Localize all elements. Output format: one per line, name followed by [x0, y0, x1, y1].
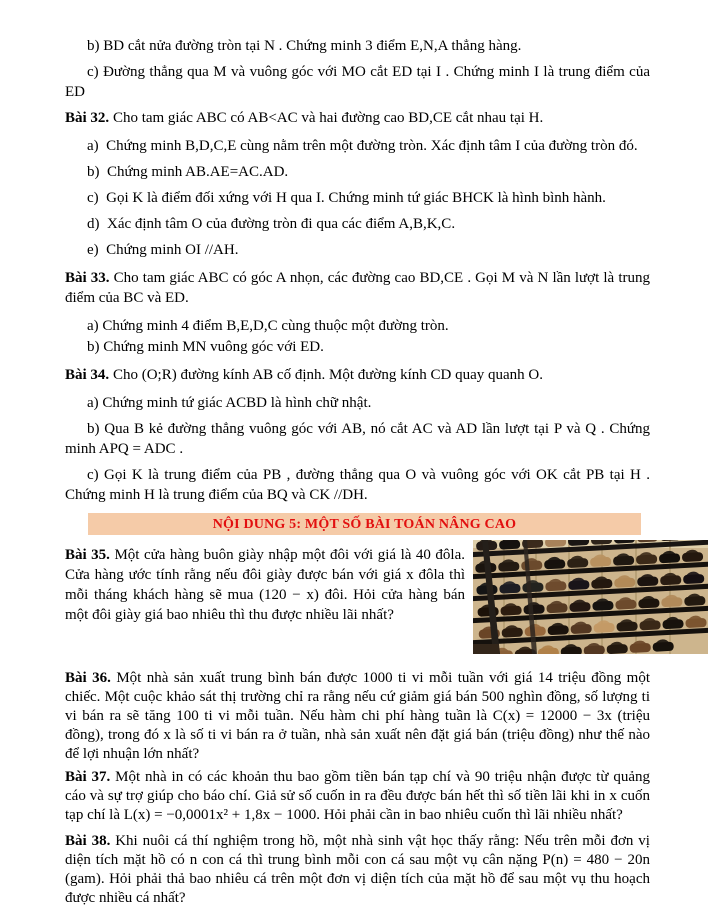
problem-34-label: Bài 34.: [65, 367, 110, 383]
problem-33-text: Cho tam giác ABC có góc A nhọn, các đường cao BD,CE . Gọi M và N lần lượt là trung điểm của BC và ED.: [65, 270, 650, 306]
problem-34-item-c: c) Gọi K là trung điểm của PB , đường thẳng qua O và vuông góc với OK cắt PB tại H . Chứng minh H là trung điểm của BQ và CK //DH.: [65, 467, 650, 503]
problem-32-text: Cho tam giác ABC có AB<AC và hai đường cao BD,CE cắt nhau tại H.: [109, 110, 544, 126]
problem-37-label: Bài 37.: [65, 769, 111, 785]
problem-36-text: Một nhà sản xuất trung bình bán được 1000 ti vi mỗi tuần với giá 14 triệu đồng một chiếc. Một cuộc khảo sát thị trường chỉ ra rằng nếu cứ giảm giá bán 500 nghìn đồng, số lượng ti vi bán ra sẽ tăng 100 ti vi mỗi tuần. Nếu hàm chi phí hàng tuần là C(x) = 12000 − 3x (triệu đồng), trong đó x là số ti vi bán ra ở tuần, nhà sản xuất nên đặt giá bán (triệu đồng) như thế nào để lợi nhuận lớn nhất?: [65, 670, 650, 762]
problem-34-item-a: a) Chứng minh tứ giác ACBD là hình chữ nhật.: [87, 395, 372, 411]
problem-38-text: Khi nuôi cá thí nghiệm trong hồ, một nhà sinh vật học thấy rằng: Nếu trên mỗi đơn vị diện tích mặt hồ có n con cá thì trung bình mỗi con cá sau một vụ cân nặng P(n) = 480 − 20n (gam). Hỏi phải thả bao nhiêu cá trên một đơn vị diện tích của mặt hồ để sau một vụ thu hoạch được nhiều cá nhất?: [65, 833, 650, 906]
problem-32-label: Bài 32.: [65, 110, 110, 126]
problem-32-item-e: e) Chứng minh OI //AH.: [87, 242, 239, 258]
problem-35-label: Bài 35.: [65, 547, 110, 563]
section-heading: NỘI DUNG 5: MỘT SỐ BÀI TOÁN NÂNG CAO: [88, 513, 641, 535]
intro-item-b: b) BD cắt nửa đường tròn tại N . Chứng minh 3 điểm E,N,A thẳng hàng.: [87, 38, 522, 54]
problem-32-item-b: b) Chứng minh AB.AE=AC.AD.: [87, 164, 289, 180]
problem-35-block: [65, 545, 650, 661]
problem-32-item-c: c) Gọi K là điểm đối xứng với H qua I. Chứng minh tứ giác BHCK là hình bình hành.: [87, 190, 606, 206]
problem-32-item-a: a) Chứng minh B,D,C,E cùng nằm trên một đường tròn. Xác định tâm I của đường tròn đó.: [87, 138, 638, 154]
problem-32-item-d: d) Xác định tâm O của đường tròn đi qua các điểm A,B,K,C.: [87, 216, 456, 232]
problem-35-text: Một cửa hàng buôn giày nhập một đôi với giá là 40 đôla. Cửa hàng ước tính rằng nếu đôi giày được bán với giá x đôla thì mỗi tháng khách hàng sẽ mua (120 − x) đôi. Hỏi cửa hàng bán một đôi giày giá bao nhiêu thì thu được nhiều lãi nhất?: [65, 547, 465, 623]
problem-38-statement: [65, 832, 650, 908]
problem-38-label: Bài 38.: [65, 833, 111, 849]
intro-item-c: c) Đường thẳng qua M và vuông góc với MO cắt ED tại I . Chứng minh I là trung điểm của ED: [65, 64, 650, 100]
problem-33-statement: [65, 268, 650, 308]
problem-34-item-b: b) Qua B kẻ đường thẳng vuông góc với AB, nó cắt AC và AD lần lượt tại P và Q . Chứng minh APQ = ADC .: [65, 421, 650, 457]
problem-37-text: Một nhà in có các khoản thu bao gồm tiền bán tạp chí và 90 triệu nhận được từ quảng cáo và sự trợ giúp cho báo chí. Giả sử số cuốn in ra đều được bán hết thì số tiền lãi khi in x cuốn tạp chí là L(x) = −0,0001x² + 1,8x − 1000. Hỏi phải cần in bao nhiêu cuốn thì lãi nhiều nhất?: [65, 769, 650, 823]
problem-37-statement: [65, 768, 650, 825]
problem-33-item-b: b) Chứng minh MN vuông góc với ED.: [87, 339, 324, 355]
problem-32-statement: [65, 108, 650, 128]
problem-33-item-a: a) Chứng minh 4 điểm B,E,D,C cùng thuộc một đường tròn.: [87, 318, 449, 334]
problem-34-statement: [65, 365, 650, 385]
problem-33-label: Bài 33.: [65, 270, 110, 286]
problem-35-statement: [65, 545, 465, 625]
problem-34-text: Cho (O;R) đường kính AB cố định. Một đường kính CD quay quanh O.: [109, 367, 543, 383]
problem-36-statement: [65, 669, 650, 764]
shoe-shelves-photo: [473, 540, 708, 654]
problem-36-label: Bài 36.: [65, 670, 111, 686]
